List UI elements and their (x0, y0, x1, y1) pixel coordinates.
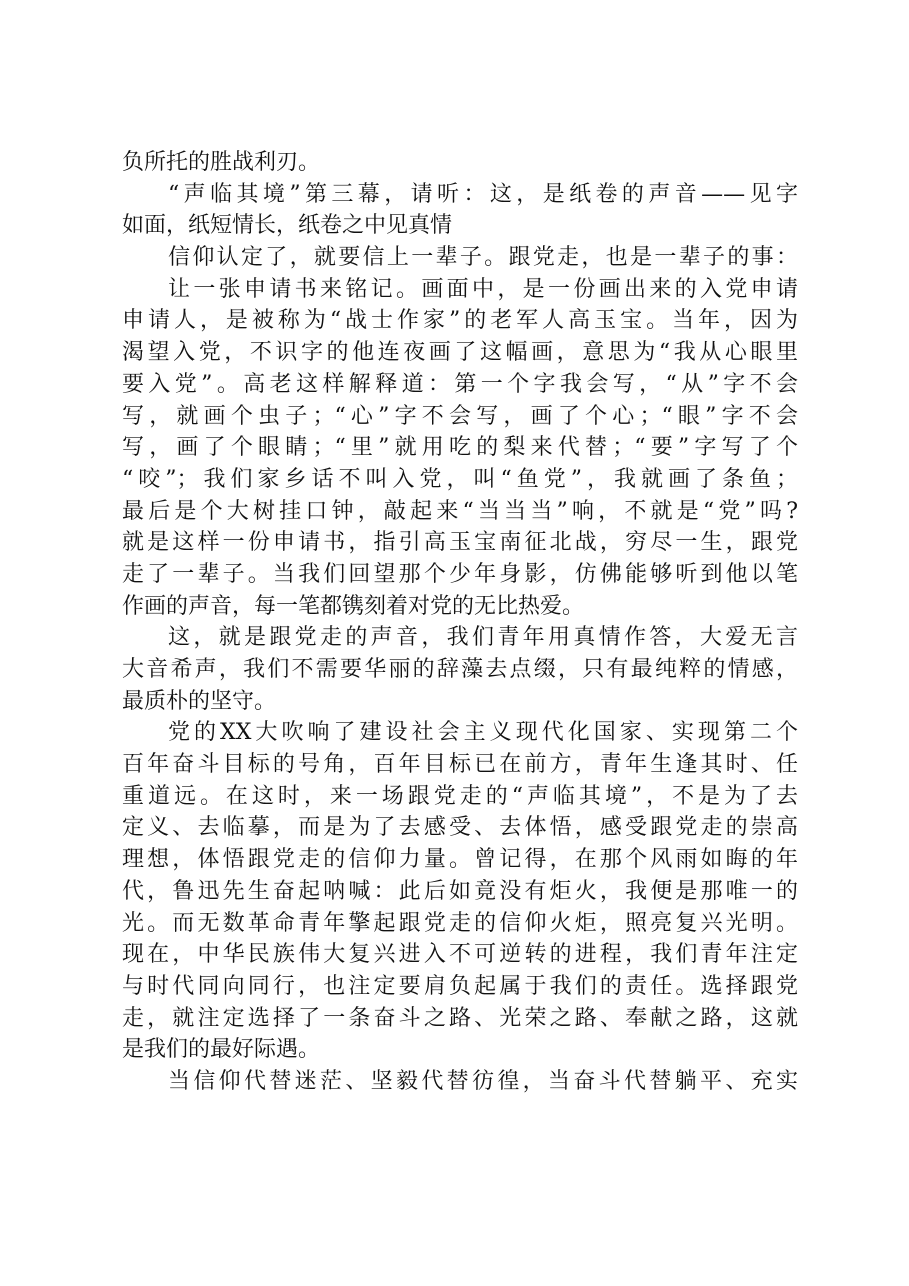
text-line: 申请人，是被称为“战士作家”的老军人高玉宝。当年，因为 (122, 308, 798, 334)
body-text (122, 147, 798, 1098)
text-line: 定义、去临摹，而是为了去感受、去体悟，感受跟党走的崇高 (122, 815, 798, 841)
text-line: 渴望入党，不识字的他连夜画了这幅画，意思为“我从心眼里 (122, 340, 798, 366)
text-line: 与时代同向同行，也注定要肩负起属于我们的责任。选择跟党 (122, 973, 798, 999)
text-line: 百年奋斗目标的号角，百年目标已在前方，青年生逢其时、任 (122, 752, 798, 778)
text-line: 党的XX大吹响了建设社会主义现代化国家、实现第二个 (168, 720, 798, 746)
text-line: 光。而无数革命青年擎起跟党走的信仰火炬，照亮复兴光明。 (122, 910, 798, 936)
text-line: 走，就注定选择了一条奋斗之路、光荣之路、奉献之路，这就 (122, 1005, 798, 1031)
text-line: 写，画了个眼睛；“里”就用吃的梨来代替；“要”字写了个 (122, 435, 798, 461)
text-line: 理想，体悟跟党走的信仰力量。曾记得，在那个风雨如晦的年 (122, 847, 798, 873)
text-line: 走了一辈子。当我们回望那个少年身影，仿佛能够听到他以笔 (122, 561, 798, 587)
text-line: 如面，纸短情长，纸卷之中见真情 (122, 213, 453, 239)
text-line: 写，就画个虫子；“心”字不会写，画了个心；“眼”字不会 (122, 403, 798, 429)
text-line: 大音希声，我们不需要华丽的辞藻去点缀，只有最纯粹的情感， (122, 657, 798, 682)
text-line: 要入党”。高老这样解释道：第一个字我会写，“从”字不会 (122, 371, 798, 397)
text-line: 作画的声音，每一笔都镌刻着对党的无比热爱。 (122, 593, 585, 619)
text-line: 负所托的胜战利刃。 (122, 150, 321, 175)
text-line: 就是这样一份申请书，指引高玉宝南征北战，穷尽一生，跟党 (122, 530, 798, 556)
text-line: 最质朴的坚守。 (122, 688, 277, 714)
text-line: “咬”；我们家乡话不叫入党，叫“鱼党”，我就画了条鱼； (122, 466, 798, 492)
text-line: 让一张申请书来铭记。画面中，是一份画出来的入党申请 (168, 276, 798, 302)
text-line: 信仰认定了，就要信上一辈子。跟党走，也是一辈子的事： (168, 245, 798, 271)
text-line: 重道远。在这时，来一场跟党走的“声临其境”，不是为了去 (122, 783, 798, 809)
text-line: 当信仰代替迷茫、坚毅代替彷徨，当奋斗代替躺平、充实 (168, 1068, 798, 1094)
text-line: 是我们的最好际遇。 (122, 1037, 321, 1063)
text-line: 这，就是跟党走的声音，我们青年用真情作答，大爱无言 (168, 625, 798, 651)
text-line: “声临其境”第三幕，请听：这，是纸卷的声音——见字 (168, 181, 798, 207)
text-line: 现在，中华民族伟大复兴进入不可逆转的进程，我们青年注定 (122, 942, 798, 968)
text-line: 代，鲁迅先生奋起呐喊：此后如竟没有炬火，我便是那唯一的 (122, 878, 798, 904)
text-line: 最后是个大树挂口钟，敲起来“当当当”响，不就是“党”吗? (122, 498, 798, 524)
